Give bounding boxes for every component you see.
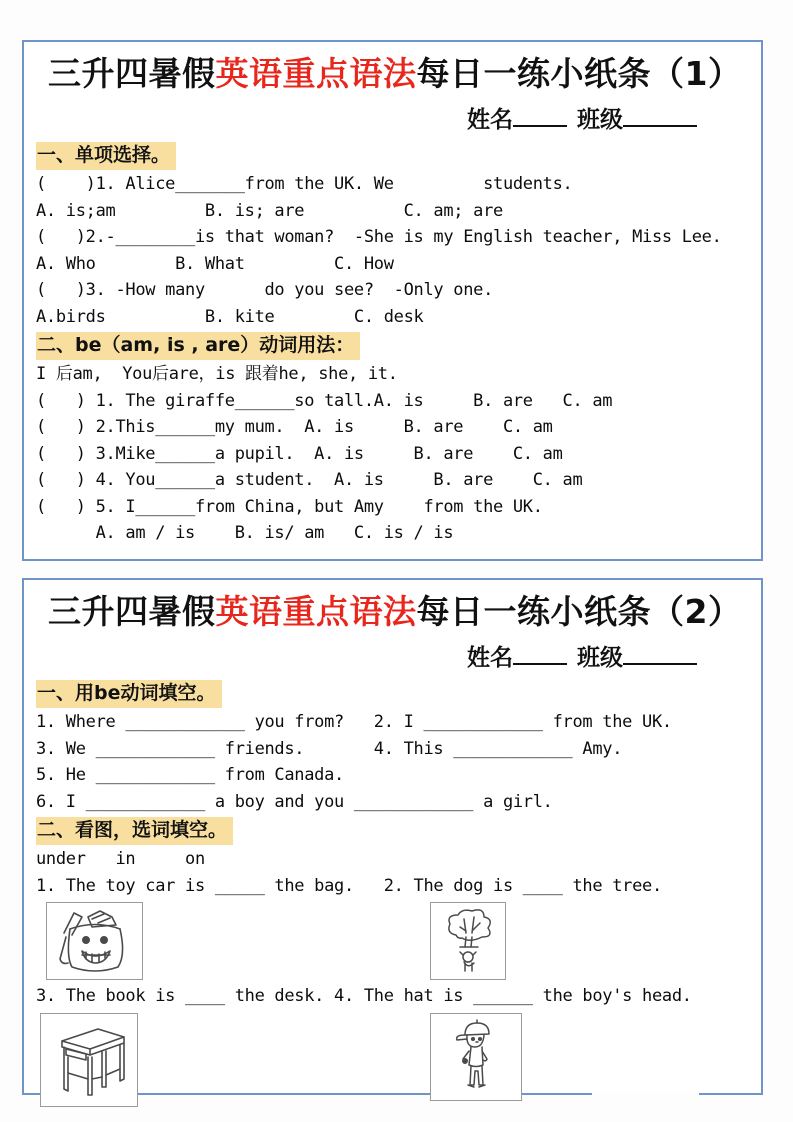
dog-under-tree-picture	[430, 902, 506, 980]
worksheet-line: A. is;am B. is; are C. am; are	[36, 200, 503, 221]
worksheet-line: I 后am, You后are，is 跟着he, she, it.	[36, 364, 398, 384]
picture-row-1	[36, 899, 755, 983]
schoolbag-drawing	[52, 907, 138, 975]
word-bank-line: under in on	[36, 849, 205, 869]
picture-row-2	[36, 1010, 755, 1110]
name-blank	[513, 102, 567, 127]
sheet2-title	[36, 586, 755, 638]
title-prefix: 三升四暑假	[48, 592, 216, 631]
class-label: 班级	[577, 645, 623, 671]
sheet2-section2-header: 二、看图，选词填空。	[36, 817, 233, 845]
title-suffix: 每日一练小纸条（1）	[416, 54, 742, 93]
desk-drawing	[46, 1019, 132, 1101]
sheet1-section2-header: 二、be（am, is , are）动词用法：	[36, 332, 360, 360]
worksheet-line: 3. We ____________ friends. 4. This ____________ Amy.	[36, 738, 623, 759]
worksheet-line: ( ) 5. I______from China, but Amy from the UK.	[36, 496, 543, 517]
worksheet-line: A. Who B. What C. How	[36, 253, 394, 274]
worksheet-line: ( ) 4. You______a student. A. is B. are C. am	[36, 470, 583, 490]
worksheet-panel-1	[22, 40, 763, 561]
worksheet-line: 6. I ____________ a boy and you ____________ a girl.	[36, 791, 553, 812]
title-prefix: 三升四暑假	[48, 54, 216, 93]
sheet2-name-class-line	[36, 638, 755, 678]
worksheet-line: ( ) 3.Mike______a pupil. A. is B. are C. am	[36, 443, 563, 464]
name-blank	[513, 640, 567, 665]
boy-drawing	[447, 1019, 505, 1095]
worksheet-panel-2	[22, 578, 763, 1093]
title-highlighted-red: 英语重点语法	[215, 592, 417, 631]
worksheet-line: A.birds B. kite C. desk	[36, 306, 424, 327]
worksheet-line: ( ) 1. The giraffe______so tall.A. is B. are C. am	[36, 390, 613, 411]
sheet1-section1-header: 一、单项选择。	[36, 142, 176, 170]
worksheet-line: 5. He ____________ from Canada.	[36, 765, 344, 785]
schoolbag-with-toy-car-picture	[46, 902, 143, 980]
worksheet-line: A. am / is B. is/ am C. is / is	[36, 523, 454, 543]
tree-drawing	[436, 907, 500, 975]
class-label: 班级	[577, 107, 623, 133]
class-blank	[623, 102, 697, 127]
worksheet-line: 1. Where ____________ you from? 2. I ____________ from the UK.	[36, 712, 672, 732]
title-suffix: 每日一练小纸条（2）	[416, 592, 742, 631]
worksheet-line: 3. The book is ____ the desk. 4. The hat is ______ the boy's head.	[36, 986, 692, 1006]
worksheet-line: ( )3. -How many do you see? -Only one.	[36, 280, 494, 300]
worksheet-line: ( ) 2.This______my mum. A. is B. are C. am	[36, 417, 553, 437]
name-label: 姓名	[467, 645, 513, 671]
worksheet-line: ( )1. Alice_______from the UK. We students.	[36, 174, 573, 194]
sheet2-section1-header: 一、用be动词填空。	[36, 680, 222, 708]
sheet1-title	[36, 48, 755, 100]
worksheet-line: ( )2.-________is that woman? -She is my English teacher, Miss Lee.	[36, 227, 722, 247]
title-highlighted-red: 英语重点语法	[215, 54, 417, 93]
desk-picture	[40, 1013, 138, 1107]
boy-with-hat-picture	[430, 1013, 522, 1101]
name-label: 姓名	[467, 107, 513, 133]
worksheet-line: 1. The toy car is _____ the bag. 2. The dog is ____ the tree.	[36, 875, 662, 896]
class-blank	[623, 640, 697, 665]
sheet1-name-class-line	[36, 100, 755, 140]
